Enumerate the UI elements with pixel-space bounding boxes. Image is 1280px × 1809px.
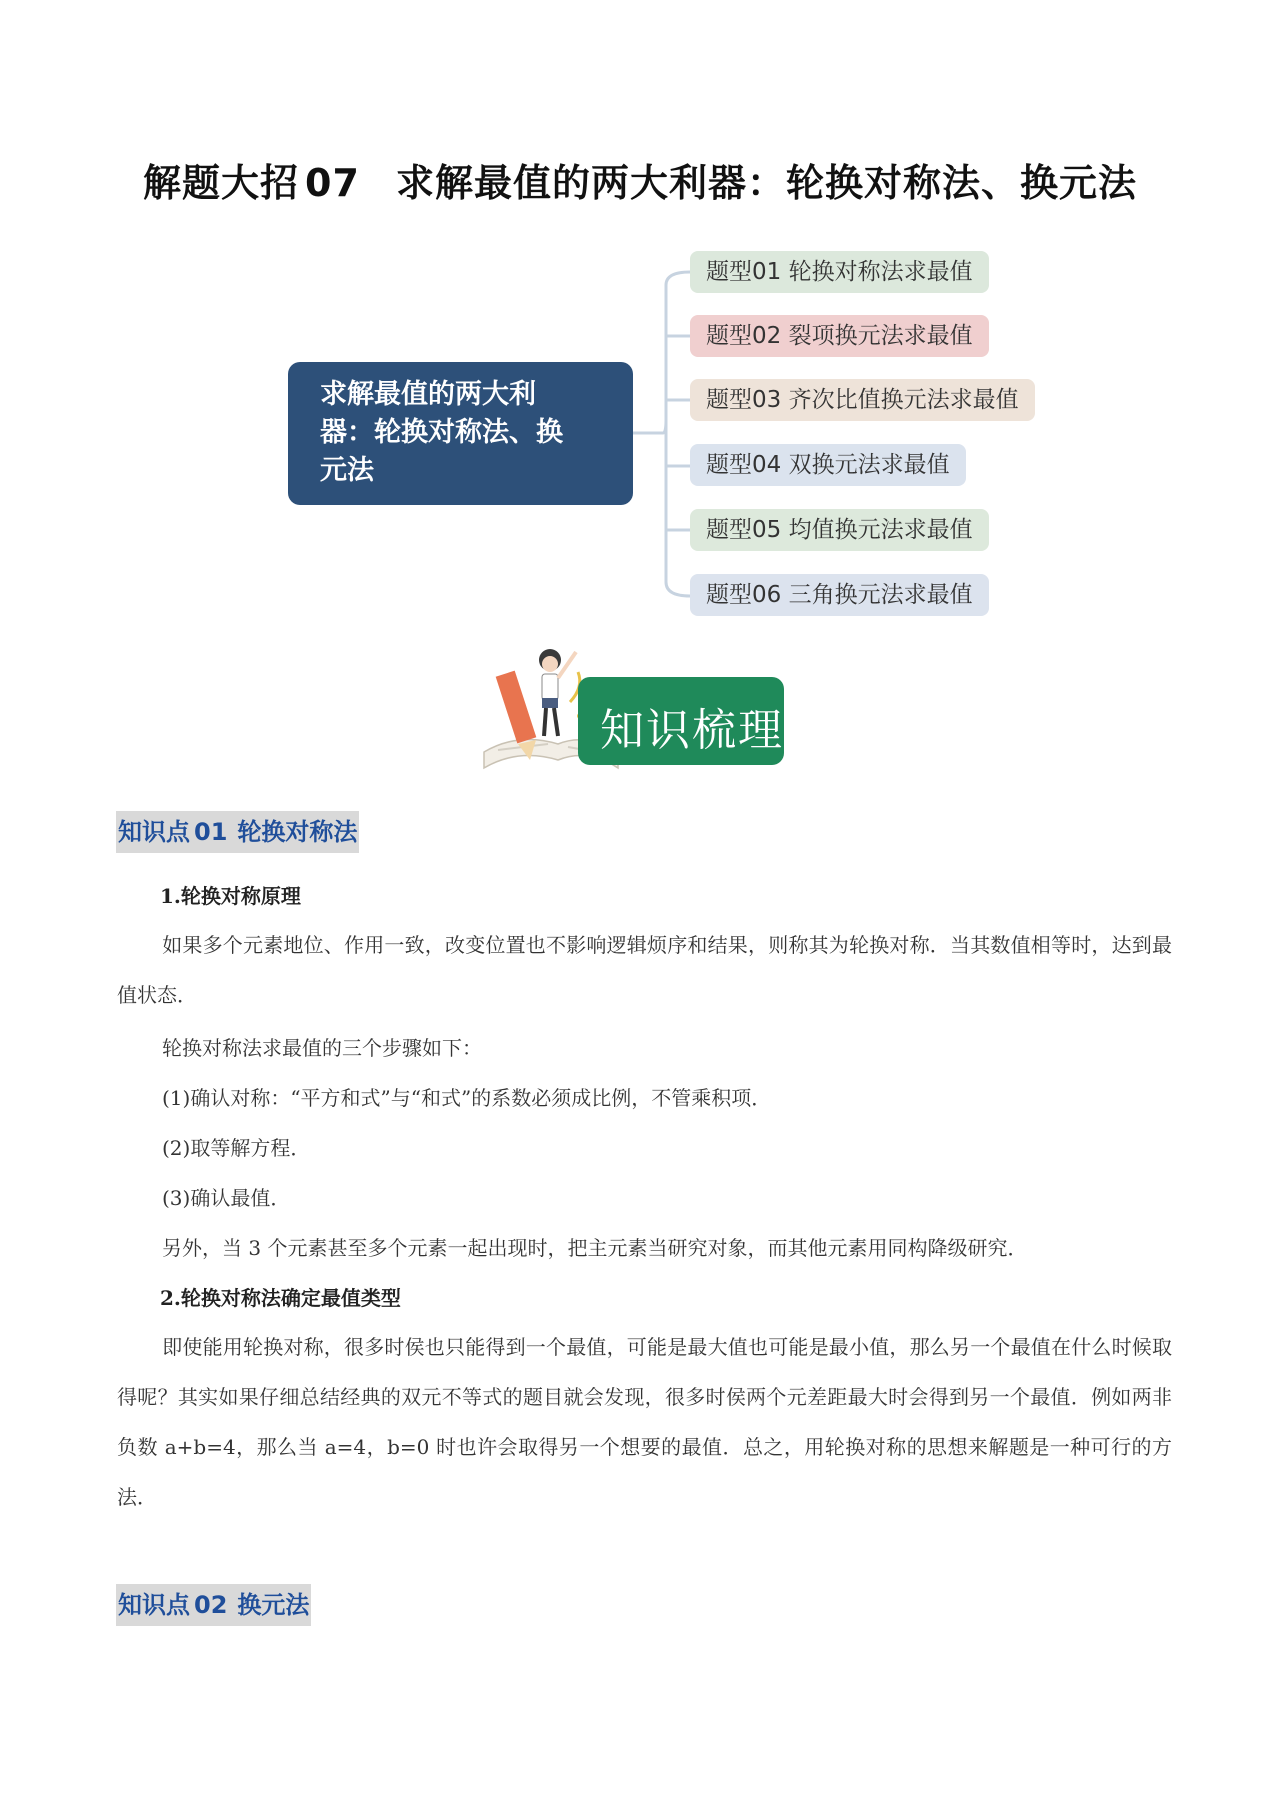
section-name: 换元法 [237,1591,310,1619]
step-3: (3)确认最值． [162,1186,291,1210]
section-name: 轮换对称法 [237,818,358,846]
paragraph-1 [117,920,1172,1020]
section-number: 02 [194,1591,228,1619]
section-number: 01 [194,818,228,846]
knowledge-banner [478,632,808,782]
mindmap-node-01: 题型01 轮换对称法求最值 [690,251,989,293]
mindmap-root-line-3: 元法 [320,455,374,486]
section-label: 知识点 [118,1591,190,1619]
mindmap-node-05: 题型05 均值换元法求最值 [690,509,989,551]
paragraph-3: 另外，当 3 个元素甚至多个元素一起出现时，把主元素当研究对象，而其他元素用同构降级研究． [162,1236,1028,1260]
mindmap-node-02: 题型02 裂项换元法求最值 [690,315,989,357]
section-header-01 [116,811,359,853]
title-number: 07 [305,161,360,205]
paragraph-4 [117,1322,1172,1522]
paragraph-1-text: 如果多个元素地位、作用一致，改变位置也不影响逻辑烦序和结果，则称其为轮换对称．当其数值相等时，达到最值状态． [117,933,1172,1007]
paragraph-4-text: 即使能用轮换对称，很多时侯也只能得到一个最值，可能是最大值也可能是最小值，那么另一个最值在什么时候取得呢？其实如果仔细总结经典的双元不等式的题目就会发现，很多时侯两个元差距最大时会得到另一个最值．例如两非负数 a+b=4，那么当 a=4，b=0 时也许会取得另一个想要的最值．总之，用轮换对称的思想来解题是一种可行的方法． [117,1335,1172,1509]
subheading-1: 1.轮换对称原理 [160,884,301,908]
mindmap-node-06: 题型06 三角换元法求最值 [690,574,989,616]
mindmap-root-line-1: 求解最值的两大利 [320,379,536,410]
mindmap-root-line-2: 器：轮换对称法、换 [320,417,563,448]
mindmap-root [288,362,633,505]
title-main: 解题大招 [143,161,300,205]
subheading-2: 2.轮换对称法确定最值类型 [160,1286,401,1310]
step-1: (1)确认对称：“平方和式”与“和式”的系数必须成比例，不管乘积项． [162,1086,772,1110]
section-label: 知识点 [118,818,190,846]
mindmap-node-03: 题型03 齐次比值换元法求最值 [690,379,1035,421]
section-header-02 [116,1584,311,1626]
banner-title: 知识梳理 [600,705,784,756]
mindmap-connectors [0,0,1280,640]
connector-trunk [633,272,690,596]
mindmap-node-04: 题型04 双换元法求最值 [690,444,966,486]
title-subtitle: 求解最值的两大利器：轮换对称法、换元法 [395,161,1137,205]
paragraph-2: 轮换对称法求最值的三个步骤如下： [162,1036,482,1060]
step-2: (2)取等解方程． [162,1136,311,1160]
